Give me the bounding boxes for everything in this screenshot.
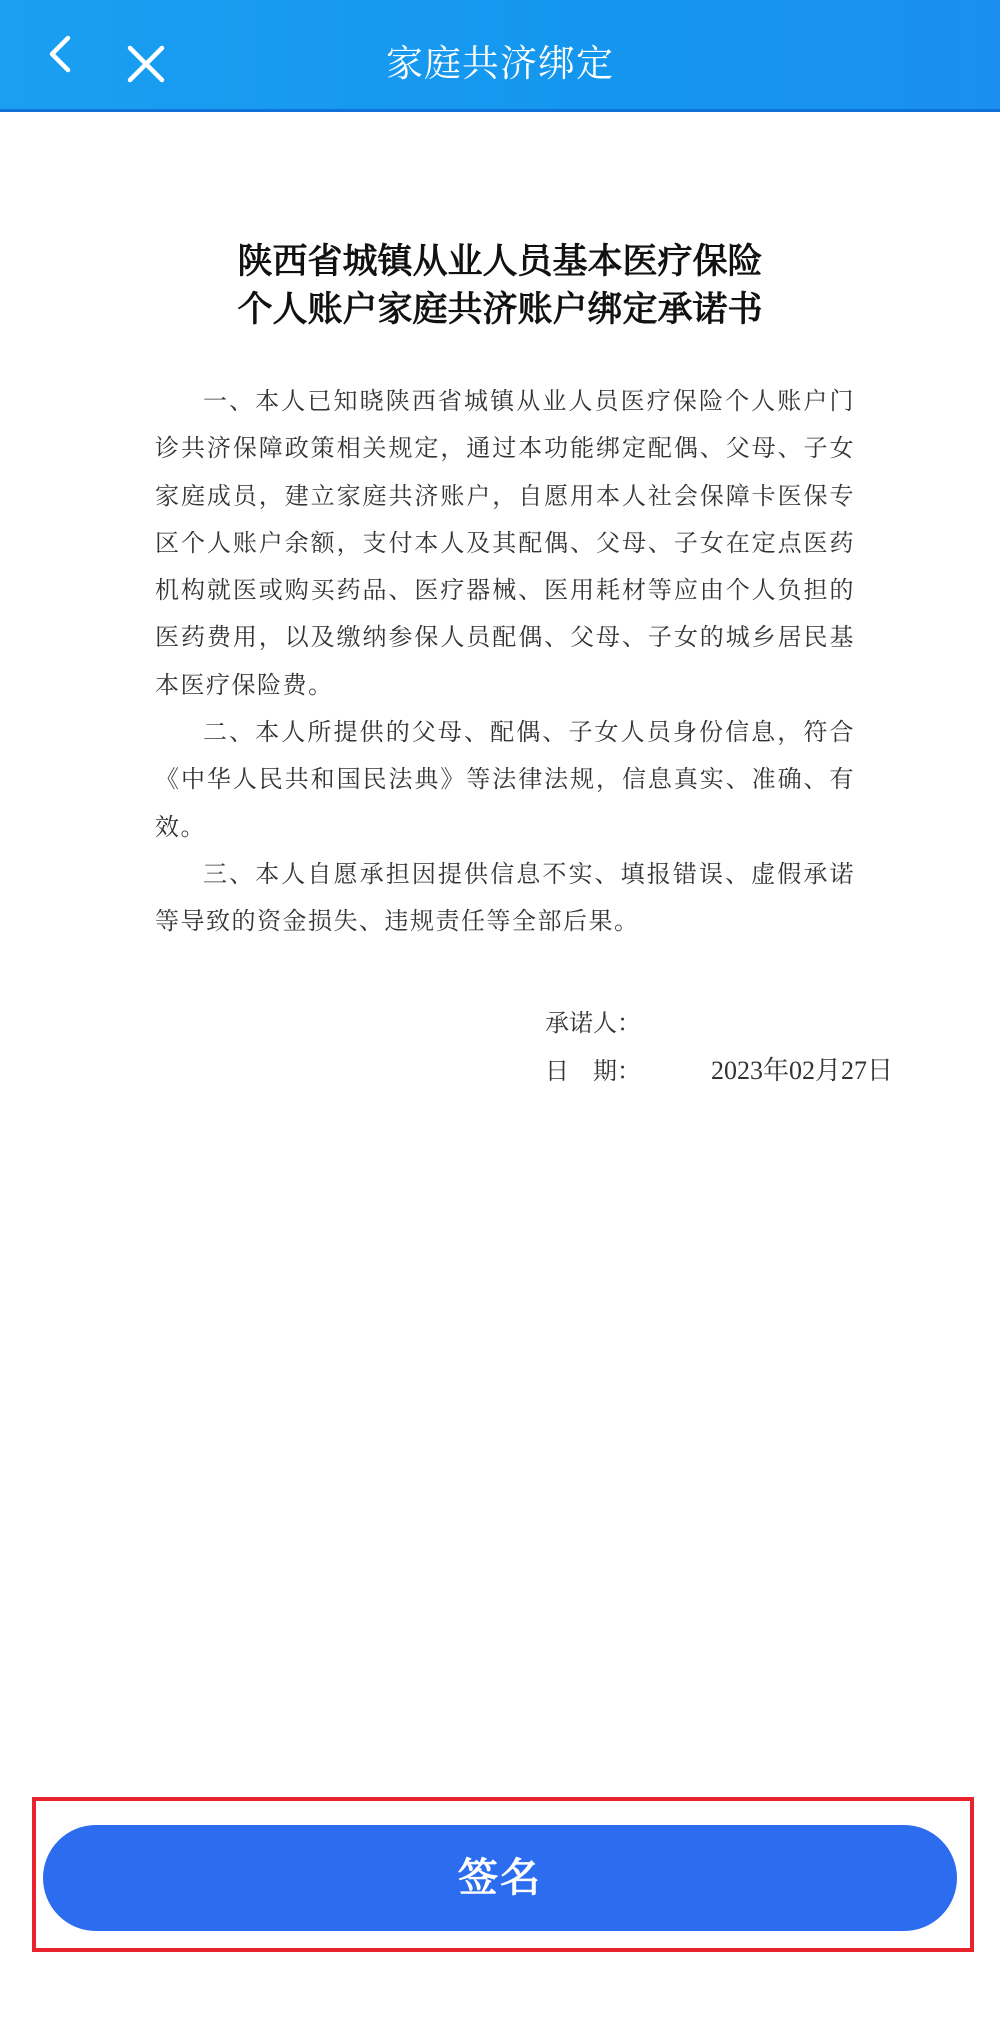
document-title (0, 238, 1000, 334)
commitment-paragraph-2: 二、本人所提供的父母、配偶、子女人员身份信息，符合《中华人民共和国民法典》等法律法规，信息真实、准确、有效。 (155, 718, 855, 841)
commitment-paragraph-1: 一、本人已知晓陕西省城镇从业人员医疗保险个人账户门诊共济保障政策相关规定，通过本功能绑定配偶、父母、子女家庭成员，建立家庭共济账户，自愿用本人社会保障卡医保专区个人账户余额，支付本人及其配偶、父母、子女在定点医药机构就医或购买药品、医疗器械、医用耗材等应由个人负担的医药费用，以及缴纳参保人员配偶、父母、子女的城乡居民基本医疗保险费。 (155, 387, 855, 699)
document-title-line-1: 陕西省城镇从业人员基本医疗保险 (237, 241, 763, 282)
page-title: 家庭共济绑定 (386, 42, 614, 85)
signature-block (545, 1000, 893, 1094)
signer-row (545, 1000, 893, 1047)
date-value: 2023年02月27日 (711, 1056, 894, 1085)
signer-label: 承诺人： (545, 1009, 641, 1037)
commitment-paragraph-3: 三、本人自愿承担因提供信息不实、填报错误、虚假承诺等导致的资金损失、违规责任等全部后果。 (155, 859, 855, 936)
sign-button[interactable]: 签名 (43, 1825, 957, 1931)
document-body (155, 378, 855, 946)
date-label: 日 期： (545, 1057, 641, 1085)
document-title-line-2: 个人账户家庭共济账户绑定承诺书 (237, 289, 763, 330)
top-nav-bar (0, 0, 1000, 112)
date-row (545, 1047, 893, 1094)
